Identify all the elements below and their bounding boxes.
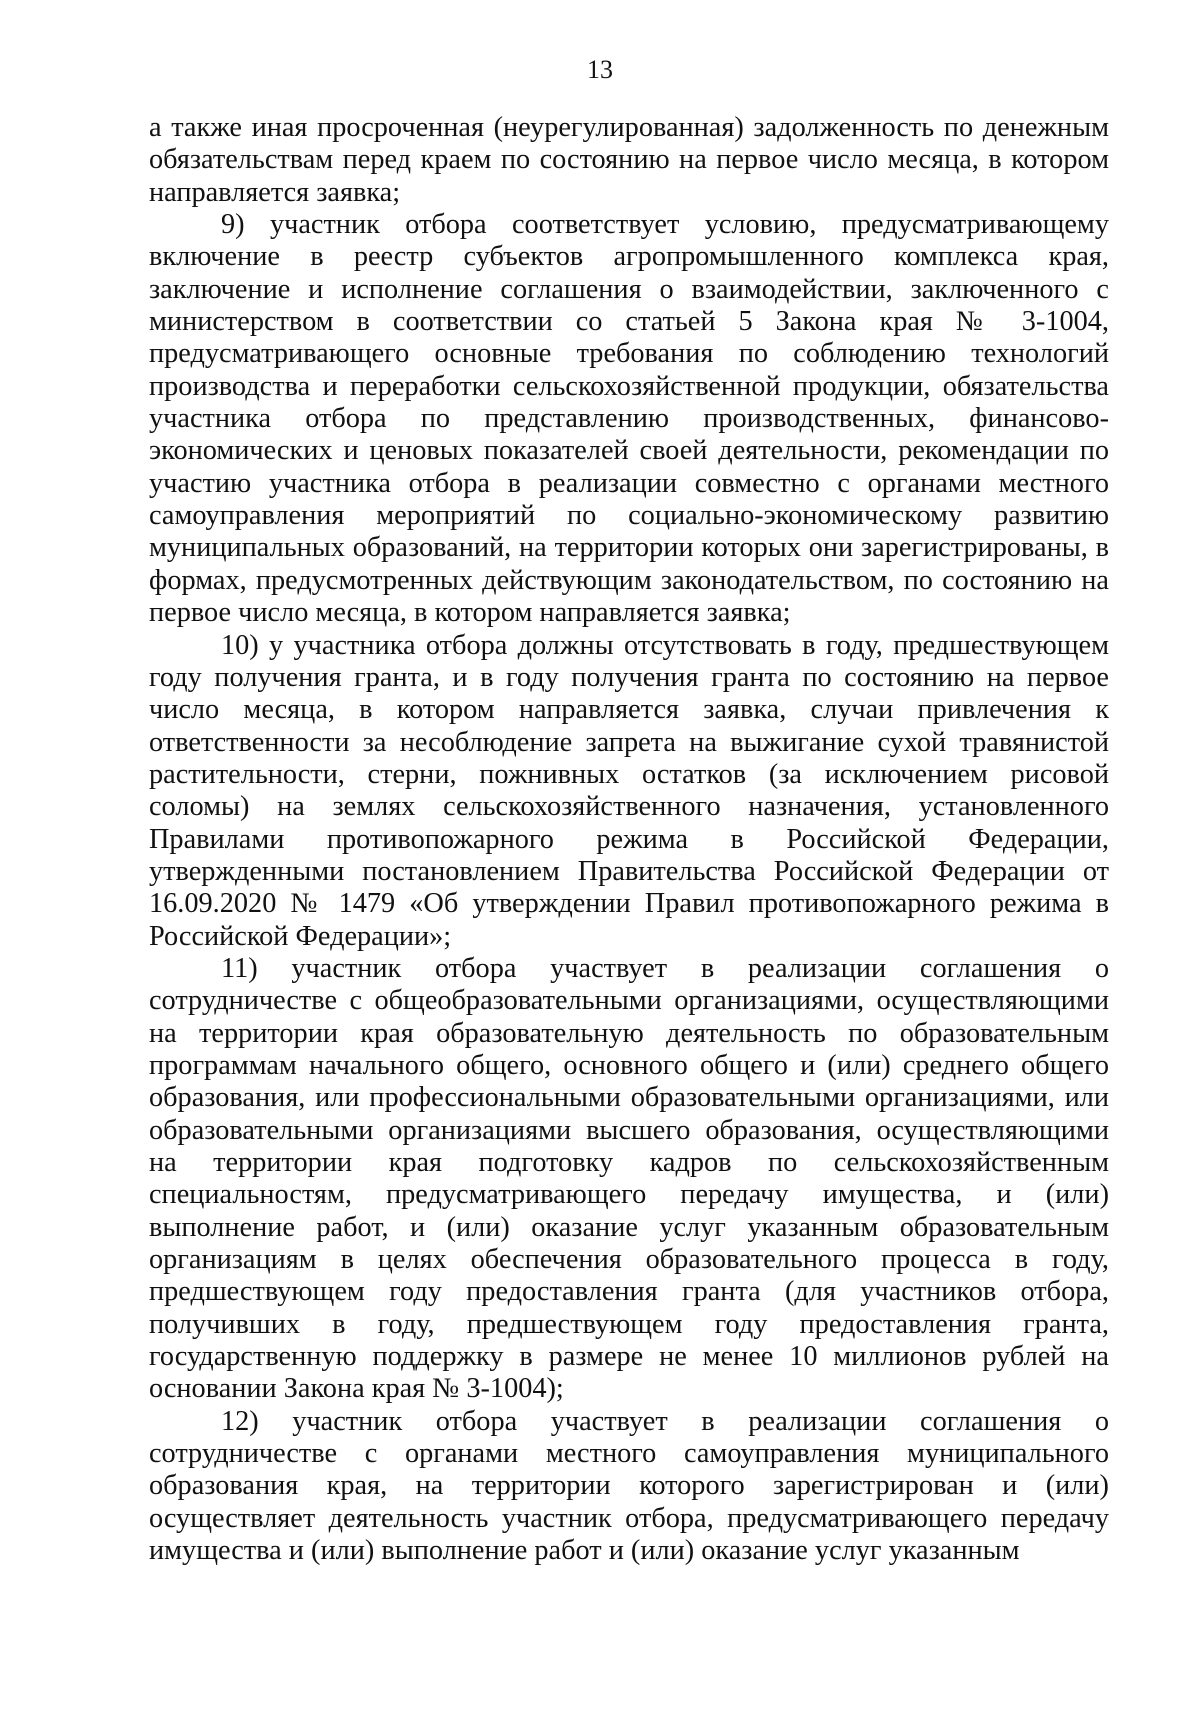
paragraph-continuation: а также иная просроченная (неурегулированная) задолженность по денежным обязательствам перед краем по состоянию на первое число месяца, в котором направляется заявка;: [149, 112, 1109, 208]
paragraph-item-10: 10) у участника отбора должны отсутствовать в году, предшествующем году получения гранта, и в году получения гранта по состоянию на первое число месяца, в котором направляется заявка, случаи привлечения к ответственности за несоблюдение запрета на выжигание сухой травянистой растительности, стерни, пожнивных остатков (за исключением рисовой соломы) на землях сельскохозяйственного назначения, установленного Правилами противопожарного режима в Российской Федерации, утвержденными постановлением Правительства Российской Федерации от 16.09.2020 № 1479 «Об утверждении Правил противопожарного режима в Российской Федерации»;: [149, 629, 1109, 952]
document-body: [149, 112, 1109, 1567]
page-number: 13: [587, 55, 613, 84]
paragraph-item-9: 9) участник отбора соответствует условию, предусматривающему включение в реестр субъектов агропромышленного комплекса края, заключение и исполнение соглашения о взаимодействии, заключенного с министерством в соответствии со статьей 5 Закона края № 3-1004, предусматривающего основные требования по соблюдению технологий производства и переработки сельскохозяйственной продукции, обязательства участника отбора по представлению производственных, финансово-экономических и ценовых показателей своей деятельности, рекомендации по участию участника отбора в реализации совместно с органами местного самоуправления мероприятий по социально-экономическому развитию муниципальных образований, на территории которых они зарегистрированы, в формах, предусмотренных действующим законодательством, по состоянию на первое число месяца, в котором направляется заявка;: [149, 209, 1109, 629]
paragraph-item-12: 12) участник отбора участвует в реализации соглашения о сотрудничестве с органами местного самоуправления муниципального образования края, на территории которого зарегистрирован и (или) осуществляет деятельность участник отбора, предусматривающего передачу имущества и (или) выполнение работ и (или) оказание услуг указанным: [149, 1405, 1109, 1567]
paragraph-item-11: 11) участник отбора участвует в реализации соглашения о сотрудничестве с общеобразовательными организациями, осуществляющими на территории края образовательную деятельность по образовательным программам начального общего, основного общего и (или) среднего общего образования, или профессиональными образовательными организациями, или образовательными организациями высшего образования, осуществляющими на территории края подготовку кадров по сельскохозяйственным специальностям, предусматривающего передачу имущества, и (или) выполнение работ, и (или) оказание услуг указанным образовательным организациям в целях обеспечения образовательного процесса в году, предшествующем году предоставления гранта (для участников отбора, получивших в году, предшествующем году предоставления гранта, государственную поддержку в размере не менее 10 миллионов рублей на основании Закона края № 3-1004);: [149, 952, 1109, 1405]
